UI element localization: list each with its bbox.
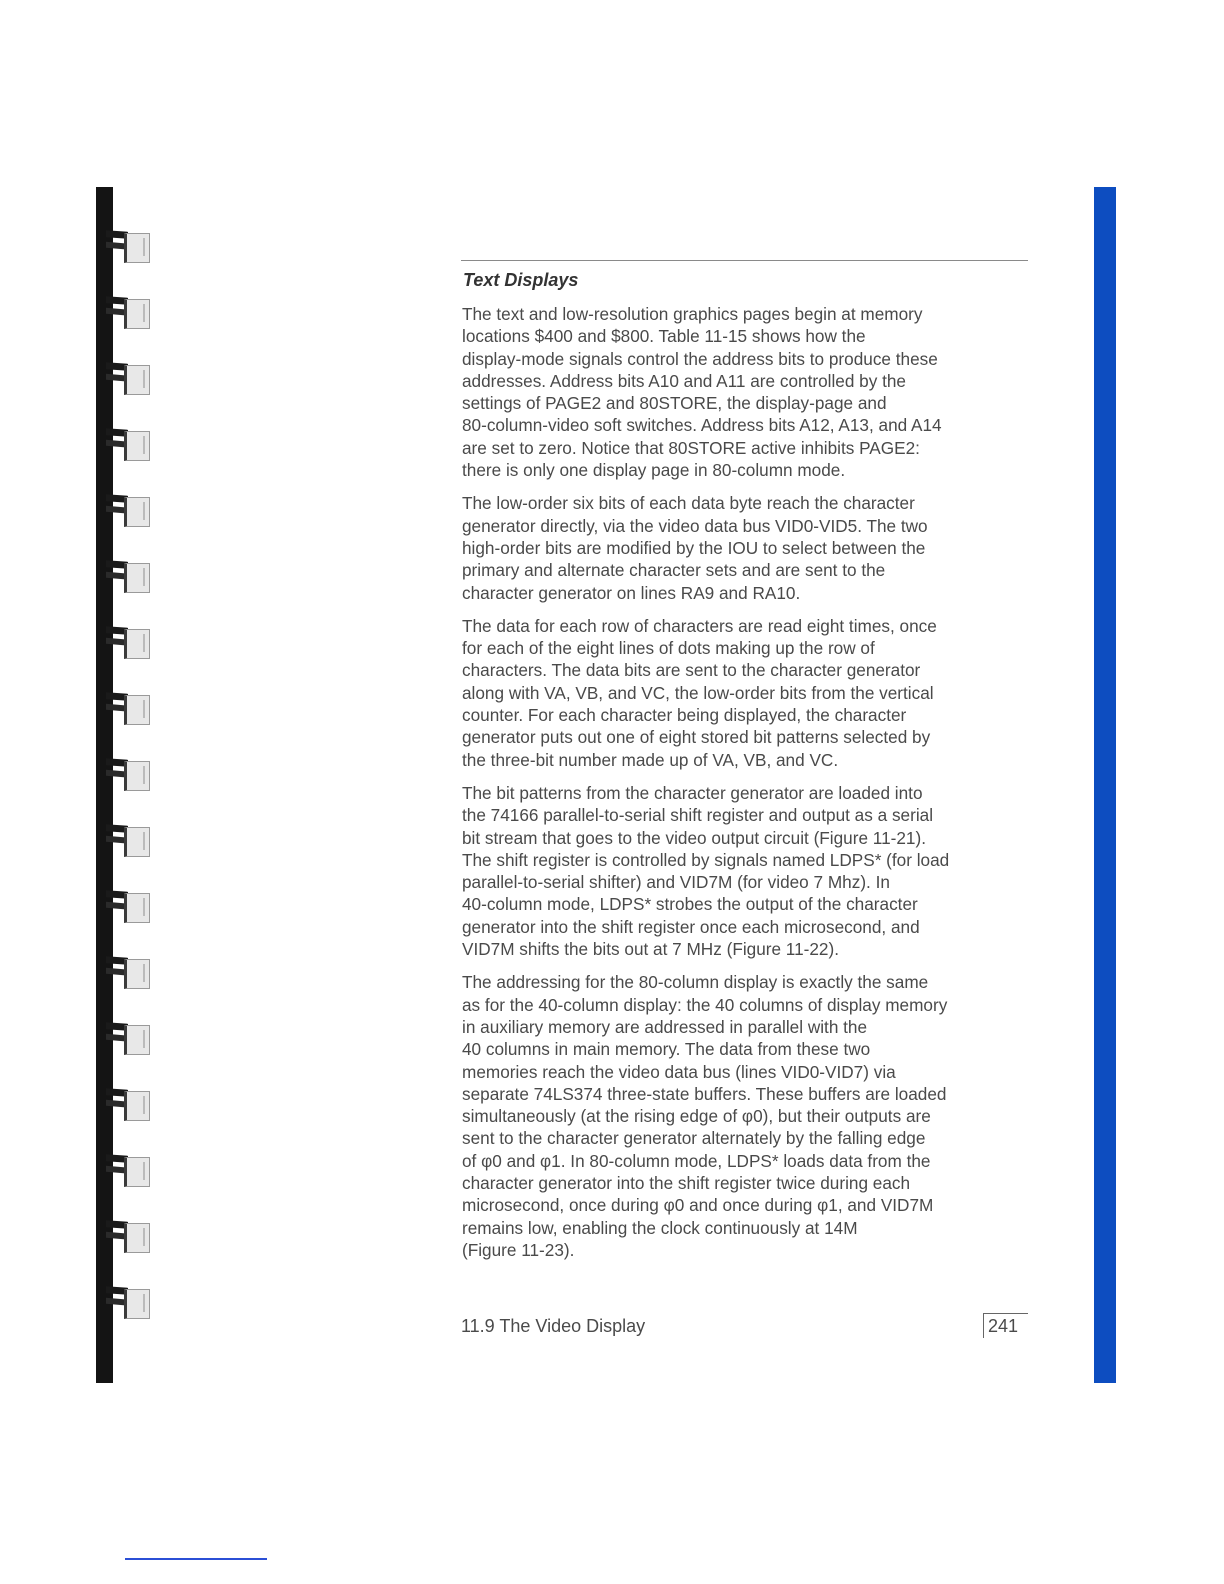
- binding-ring: [96, 491, 154, 535]
- paragraph: The bit patterns from the character generator are loaded into the 74166 parallel-to-serial shift register and output as a serial bit stream that goes to the video output circuit (Figure 11-21). The shift register is controlled by signals named LDPS* (for load parallel-to-serial shifter) and VID7M (for video 7 Mhz). In 40-column mode, LDPS* strobes the output of the character generator into the shift register once each microsecond, and VID7M shifts the bits out at 7 MHz (Figure 11-22).: [462, 782, 950, 960]
- binding-ring: [96, 293, 154, 337]
- spiral-binding: [96, 187, 158, 1383]
- footer-section-label: 11.9 The Video Display: [461, 1316, 646, 1336]
- body-text: [462, 303, 1037, 1272]
- binding-ring: [96, 1151, 154, 1195]
- binding-ring: [96, 953, 154, 997]
- paragraph: The addressing for the 80-column display is exactly the same as for the 40-column display: the 40 columns of display memory in auxiliary memory are addressed in parallel with the 40 columns in main memory. The data from these two memories reach the video data bus (lines VID0-VID7) via separate 74LS374 three-state buffers. These buffers are loaded simultaneously (at the rising edge of φ0), but their outputs are sent to the character generator alternately by the falling edge of φ0 and φ1. In 80-column mode, LDPS* loads data from the character generator into the shift register twice during each microsecond, once during φ0 and once during φ1, and VID7M remains low, enabling the clock continuously at 14M (Figure 11-23).: [462, 972, 948, 1260]
- binding-ring: [96, 1283, 154, 1327]
- binding-ring: [96, 1217, 154, 1261]
- binding-ring: [96, 359, 154, 403]
- binding-ring: [96, 1085, 154, 1129]
- section-rule: [461, 260, 1028, 261]
- paragraph: The low-order six bits of each data byte reach the character generator directly, via the video data bus VID0-VID5. The two high-order bits are modified by the IOU to select between the primary and alternate character sets and are sent to the character generator on lines RA9 and RA10.: [462, 493, 928, 603]
- paragraph: The text and low-resolution graphics pages begin at memory locations $400 and $800. Table 11-15 shows how the display-mode signals control the address bits to produce these addresses. Address bits A10 and A11 are controlled by the settings of PAGE2 and 80STORE, the display-page and 80-column-video soft switches. Address bits A12, A13, and A14 are set to zero. Notice that 80STORE active inhibits PAGE2: there is only one display page in 80-column mode.: [462, 304, 942, 481]
- footnote-rule: [125, 1558, 267, 1560]
- binding-ring: [96, 689, 154, 733]
- chapter-edge-tab: [1094, 187, 1116, 1383]
- binding-ring: [96, 425, 154, 469]
- binding-ring: [96, 755, 154, 799]
- page-number: 241: [983, 1313, 1028, 1338]
- binding-ring: [96, 227, 154, 271]
- binding-ring: [96, 557, 154, 601]
- binding-ring: [96, 623, 154, 667]
- binding-ring: [96, 821, 154, 865]
- section-title: Text Displays: [463, 270, 579, 290]
- binding-ring: [96, 1019, 154, 1063]
- paragraph: The data for each row of characters are read eight times, once for each of the eight lines of dots making up the row of characters. The data bits are sent to the character generator along with VA, VB, and VC, the low-order bits from the vertical counter. For each character being displayed, the character generator puts out one of eight stored bit patterns selected by the three-bit number made up of VA, VB, and VC.: [462, 615, 937, 770]
- binding-ring: [96, 887, 154, 931]
